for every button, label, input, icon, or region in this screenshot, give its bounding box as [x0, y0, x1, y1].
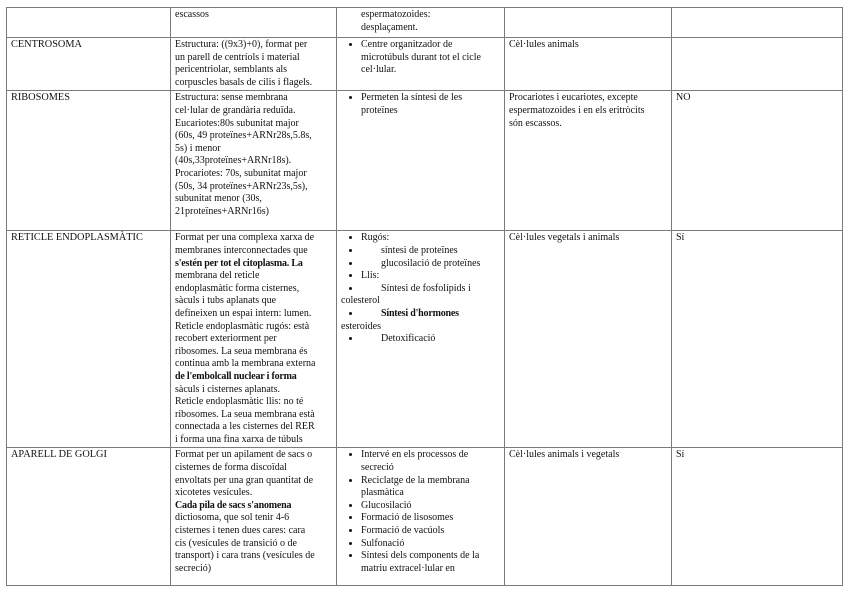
structure-text: Estructura: sense membrana cel·lular de grandària reduïda. Eucariotes:80s subunitat major (60s, 49 proteïnes+ARNr28s,5.8s, 5s) i menor (40s,33proteïnes+ARNr18s). Procariotes: 70s, subunitat major (50s, 34 proteïnes+ARNr23s,5s), subunitat menor (30s, 21proteïnes+ARNr16s) — [175, 92, 312, 217]
structure-text-part: sàculs i cisternes aplanats. Reticle endoplasmàtic llis: no té ribosomes. La seua membrana està connectada a les cisternes del RER i forma una fina xarxa de túbuls — [175, 383, 315, 445]
function-item — [361, 512, 500, 525]
function-text: • glucosilació de proteïnes — [381, 257, 481, 269]
function-item — [361, 9, 500, 34]
function-item — [361, 245, 500, 258]
cell-types-cell — [505, 231, 672, 448]
function-text: • Sulfonació — [361, 537, 405, 549]
function-item — [341, 321, 500, 334]
functions-list — [341, 9, 500, 34]
organelles-table — [6, 7, 843, 586]
function-text: • Reciclatge de la membrana plasmàtica — [361, 474, 470, 499]
plant-presence-cell — [672, 8, 843, 38]
function-text: • Glucosilació — [361, 499, 412, 511]
structure-text — [175, 449, 332, 575]
function-text: • Permeten la síntesi de les proteïnes — [361, 92, 463, 116]
functions-cell — [337, 8, 505, 38]
functions-cell — [337, 231, 505, 448]
table-body — [7, 8, 843, 586]
structure-text-part: membrana del reticle endoplasmàtic forma cisternes, sàculs i tubs aplanats que defineixen un espai intern: lumen. Reticle endoplasmàtic rugós: està recobert exteriorment per ribosomes. La seua membrana és continua amb la membrana externa — [175, 270, 316, 370]
function-text: colesterol — [341, 295, 380, 307]
cell-types-cell — [505, 8, 672, 38]
function-item — [361, 449, 500, 474]
plant-presence-cell — [672, 38, 843, 91]
structure-text-part: Format per un apilament de sacs o cisternes de forma discoïdal envoltats per una gran quantitat de xicotetes vesícules. — [175, 449, 314, 499]
functions-list — [341, 39, 500, 77]
functions-cell — [337, 91, 505, 231]
structure-cell — [171, 231, 337, 448]
function-text: • Intervé en els processos de secreció — [361, 449, 469, 474]
structure-text — [175, 232, 332, 446]
function-item — [361, 232, 500, 245]
cell-types-text: Cèl·lules animals i vegetals — [509, 449, 620, 461]
structure-cell — [171, 448, 337, 586]
organelle-name-cell — [7, 91, 171, 231]
functions-cell — [337, 38, 505, 91]
function-text: • Detoxificació — [381, 333, 436, 345]
cell-types-cell — [505, 91, 672, 231]
organelle-name: CENTROSOMA — [11, 39, 82, 50]
organelle-name: RETICLE ENDOPLASMÀTIC — [11, 232, 143, 244]
cell-types-text: Cèl·lules animals — [509, 39, 579, 50]
functions-list — [341, 232, 500, 345]
structure-cell — [171, 91, 337, 231]
structure-cell — [171, 38, 337, 91]
function-item — [361, 283, 500, 296]
function-item — [361, 550, 500, 575]
function-item — [361, 500, 500, 513]
function-item — [361, 308, 500, 321]
structure-text-emphasis: Cada pila de sacs s'anomena — [175, 499, 292, 511]
function-text: • síntesi de proteïnes — [381, 244, 458, 256]
table-row — [7, 38, 843, 91]
function-text: • Formació de vacúols — [361, 525, 445, 537]
function-item — [361, 475, 500, 500]
structure-text-emphasis: de l'embolcall nuclear i forma — [175, 370, 297, 382]
function-text: • Síntesi dels components de la matriu extracel·lular en — [361, 550, 480, 574]
functions-list — [341, 449, 500, 575]
plant-presence-cell — [672, 231, 843, 448]
structure-text: Estructura: ((9x3)+0), format per un parell de centríols i material pericentriolar, semblants als corpuscles basals de cilis i flagels. — [175, 39, 313, 88]
function-item — [361, 39, 500, 77]
functions-cell — [337, 448, 505, 586]
function-text: • Centre organitzador de microtúbuls durant tot el cicle cel·lular. — [361, 39, 481, 76]
plant-presence-text: Sí — [676, 449, 685, 461]
organelle-name: APARELL DE GOLGI — [11, 449, 107, 461]
function-text: • Formació de lisosomes — [361, 512, 454, 524]
structure-text: escassos — [175, 9, 209, 20]
cell-types-cell — [505, 38, 672, 91]
function-item — [361, 525, 500, 538]
cell-types-cell — [505, 448, 672, 586]
function-text: espermatozoides: desplaçament. — [361, 9, 431, 33]
function-text: • Llis: — [361, 270, 380, 282]
function-item — [361, 333, 500, 346]
organelle-name-cell — [7, 8, 171, 38]
function-text: • Síntesi de fosfolípids i — [381, 282, 471, 294]
plant-presence-cell — [672, 448, 843, 586]
organelle-name-cell — [7, 448, 171, 586]
function-item — [361, 92, 500, 117]
table-row — [7, 8, 843, 38]
structure-cell — [171, 8, 337, 38]
table-row — [7, 448, 843, 586]
organelle-name: RIBOSOMES — [11, 92, 70, 104]
functions-list — [341, 92, 500, 117]
cell-types-text: Cèl·lules vegetals i animals — [509, 232, 620, 244]
function-item — [361, 270, 500, 283]
organelle-name-cell — [7, 38, 171, 91]
organelle-name-cell — [7, 231, 171, 448]
plant-presence-text: NO — [676, 92, 691, 104]
structure-text-emphasis: s'estén per tot el citoplasma. La — [175, 257, 303, 269]
table-row — [7, 91, 843, 231]
structure-text-part: Format per una complexa xarxa de membranes interconnectades que — [175, 232, 315, 256]
plant-presence-text: Sí — [676, 232, 685, 244]
function-item — [341, 295, 500, 308]
function-item — [361, 258, 500, 271]
function-text: • Síntesi d'hormones — [381, 307, 459, 319]
function-text: • Rugós: — [361, 232, 390, 244]
structure-text-part: dictiosoma, que sol tenir 4-6 cisternes i tenen dues cares: cara cis (vesícules de transició o de transport) i cara trans (vesícules de secreció) — [175, 512, 315, 574]
plant-presence-cell — [672, 91, 843, 231]
function-item — [361, 538, 500, 551]
cell-types-text: Procariotes i eucariotes, excepte espermatozoides i en els eritròcits són escassos. — [509, 92, 645, 129]
table-row — [7, 231, 843, 448]
function-text: esteroides — [341, 320, 381, 332]
